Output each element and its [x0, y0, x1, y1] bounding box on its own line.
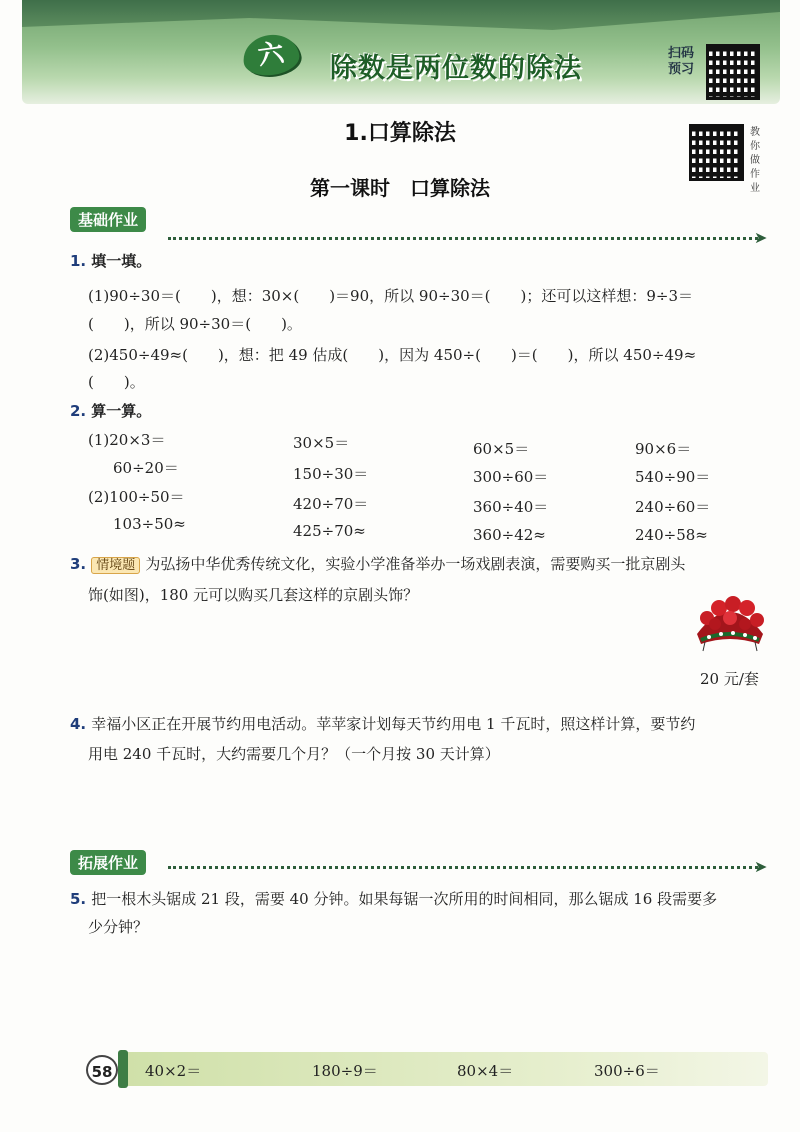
calc-item: 240÷58≈ — [635, 526, 708, 544]
chapter-title: 除数是两位数的除法 — [330, 53, 582, 84]
q4-line: 用电 240 千瓦时，大约需要几个月？（一个月按 30 天计算） — [88, 745, 500, 763]
footer-exercise: 40×2＝ — [145, 1062, 202, 1080]
question-2-header — [70, 400, 151, 421]
q1-line: ( )。 — [88, 373, 145, 391]
page-number: 58 — [86, 1055, 118, 1085]
calc-item: 360÷42≈ — [473, 526, 546, 544]
teach-homework-label: 教 你 做 作 业 — [750, 127, 760, 194]
q3-line: 饰(如图)，180 元可以购买几套这样的京剧头饰？ — [88, 586, 419, 604]
question-3 — [70, 553, 685, 574]
calc-item: 103÷50≈ — [113, 515, 186, 533]
scan-label-line-1: 扫码 — [668, 46, 695, 61]
question-number: 5. — [70, 890, 87, 908]
calc-item: 425÷70≈ — [293, 522, 366, 540]
question-number: 1. — [70, 252, 87, 270]
q1-line: (1)90÷30＝( )，想：30×( )＝90，所以 90÷30＝( )；还可以这样想：9÷3＝ — [88, 287, 694, 305]
q5-line: 少分钟？ — [88, 918, 149, 936]
scenario-tag: 情境题 — [91, 557, 140, 574]
q1-line: ( )，所以 90÷30＝( )。 — [88, 315, 302, 333]
question-title: 填一填。 — [91, 252, 152, 270]
price-label: 20 元/套 — [700, 670, 759, 688]
calc-item: 540÷90＝ — [635, 468, 711, 486]
q1-line: (2)450÷49≈( )，想：把 49 估成( )，因为 450÷( )＝( )，所以 450÷49≈ — [88, 346, 697, 364]
section-divider — [168, 866, 758, 869]
lesson-title: 1.口算除法 — [344, 121, 456, 146]
calc-item: 150÷30＝ — [293, 465, 369, 483]
section-extend-tag: 拓展作业 — [70, 850, 146, 875]
question-title: 算一算。 — [91, 402, 152, 420]
calc-item: 30×5＝ — [293, 434, 350, 452]
question-5 — [70, 888, 717, 909]
section-basic-tag: 基础作业 — [70, 207, 146, 232]
arrow-right-icon: ➤ — [754, 857, 768, 876]
section-divider — [168, 237, 758, 240]
arrow-right-icon: ➤ — [754, 228, 768, 247]
question-number: 3. — [70, 555, 87, 573]
q4-line: 幸福小区正在开展节约用电活动。苹苹家计划每天节约用电 1 千瓦时，照这样计算，要节约 — [91, 715, 696, 733]
question-4 — [70, 713, 695, 734]
footer-exercise: 300÷6＝ — [594, 1062, 660, 1080]
scan-label-line-2: 预习 — [668, 62, 695, 77]
calc-item: 240÷60＝ — [635, 498, 711, 516]
question-1-header — [70, 250, 151, 271]
calc-item: (2)100÷50＝ — [88, 488, 185, 506]
page-clip-decoration — [118, 1050, 128, 1088]
chapter-badge: 六 — [240, 31, 301, 78]
calc-item: 90×6＝ — [635, 440, 692, 458]
lesson-subtitle: 第一课时 口算除法 — [310, 176, 490, 200]
calc-item: 360÷40＝ — [473, 498, 549, 516]
footer-exercise: 180÷9＝ — [312, 1062, 378, 1080]
footer-exercise-bar — [118, 1052, 768, 1086]
footer-exercise: 80×4＝ — [457, 1062, 514, 1080]
question-number: 4. — [70, 715, 87, 733]
q3-line: 为弘扬中华优秀传统文化，实验小学准备举办一场戏剧表演，需要购买一批京剧头 — [145, 555, 686, 573]
q5-line: 把一根木头锯成 21 段，需要 40 分钟。如果每锯一次所用的时间相同，那么锯成 16 段需要多 — [91, 890, 718, 908]
calc-item: 60÷20＝ — [113, 459, 179, 477]
scan-preview-label — [668, 46, 702, 78]
opera-headdress-image — [693, 590, 767, 652]
question-number: 2. — [70, 402, 87, 420]
calc-item: 420÷70＝ — [293, 495, 369, 513]
calc-item: (1)20×3＝ — [88, 431, 166, 449]
qr-code-icon[interactable] — [706, 44, 760, 100]
calc-item: 60×5＝ — [473, 440, 530, 458]
calc-item: 300÷60＝ — [473, 468, 549, 486]
